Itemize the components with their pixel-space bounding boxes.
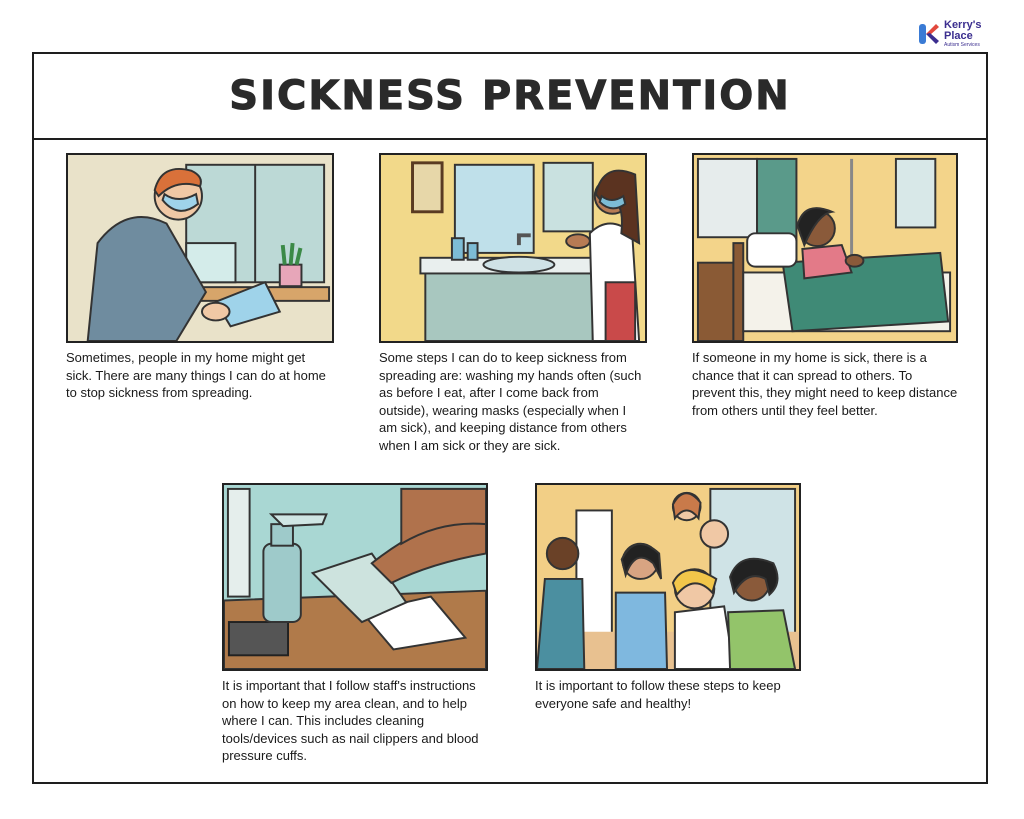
kerrys-place-logo xyxy=(918,18,994,50)
panel-5-caption: It is important to follow these steps to keep everyone safe and healthy! xyxy=(535,678,781,711)
kerrys-place-k-icon xyxy=(918,22,940,46)
logo-tagline: Autism Services xyxy=(944,42,980,48)
hands-cleaning-with-spray-bottle-illustration xyxy=(222,483,488,671)
panel-3 xyxy=(692,153,960,443)
panel-2-caption: Some steps I can do to keep sickness from spreading are: washing my hands often (such as before I eat, after I come back from outside), wearing masks (especially when I am sick), and keeping distance from others when I am sick or they are sick. xyxy=(379,350,642,453)
panel-2 xyxy=(379,153,647,473)
logo-name-line2: Place xyxy=(944,30,973,42)
logo-name-line1: Kerry's xyxy=(944,19,982,31)
panel-4-caption: It is important that I follow staff's instructions on how to keep my area clean, and to help where I can. This includes cleaning tools/devices such as nail clippers and blood pressure cuffs. xyxy=(222,678,479,763)
happy-group-of-people-illustration xyxy=(535,483,801,671)
panel-1 xyxy=(66,153,334,443)
person-washing-hands-at-sink-illustration xyxy=(379,153,647,343)
person-resting-in-bed-illustration xyxy=(692,153,958,343)
person-wearing-mask-wiping-table-illustration xyxy=(66,153,334,343)
panel-4 xyxy=(222,483,490,773)
panel-3-caption: If someone in my home is sick, there is a chance that it can spread to others. To prevent this, they might need to keep distance from others until they feel better. xyxy=(692,350,958,418)
panel-1-caption: Sometimes, people in my home might get sick. There are many things I can do at home to stop sickness from spreading. xyxy=(66,350,326,400)
title-bar xyxy=(34,54,986,140)
panel-5 xyxy=(535,483,803,743)
page-title: SICKNESS PREVENTION xyxy=(229,73,791,119)
